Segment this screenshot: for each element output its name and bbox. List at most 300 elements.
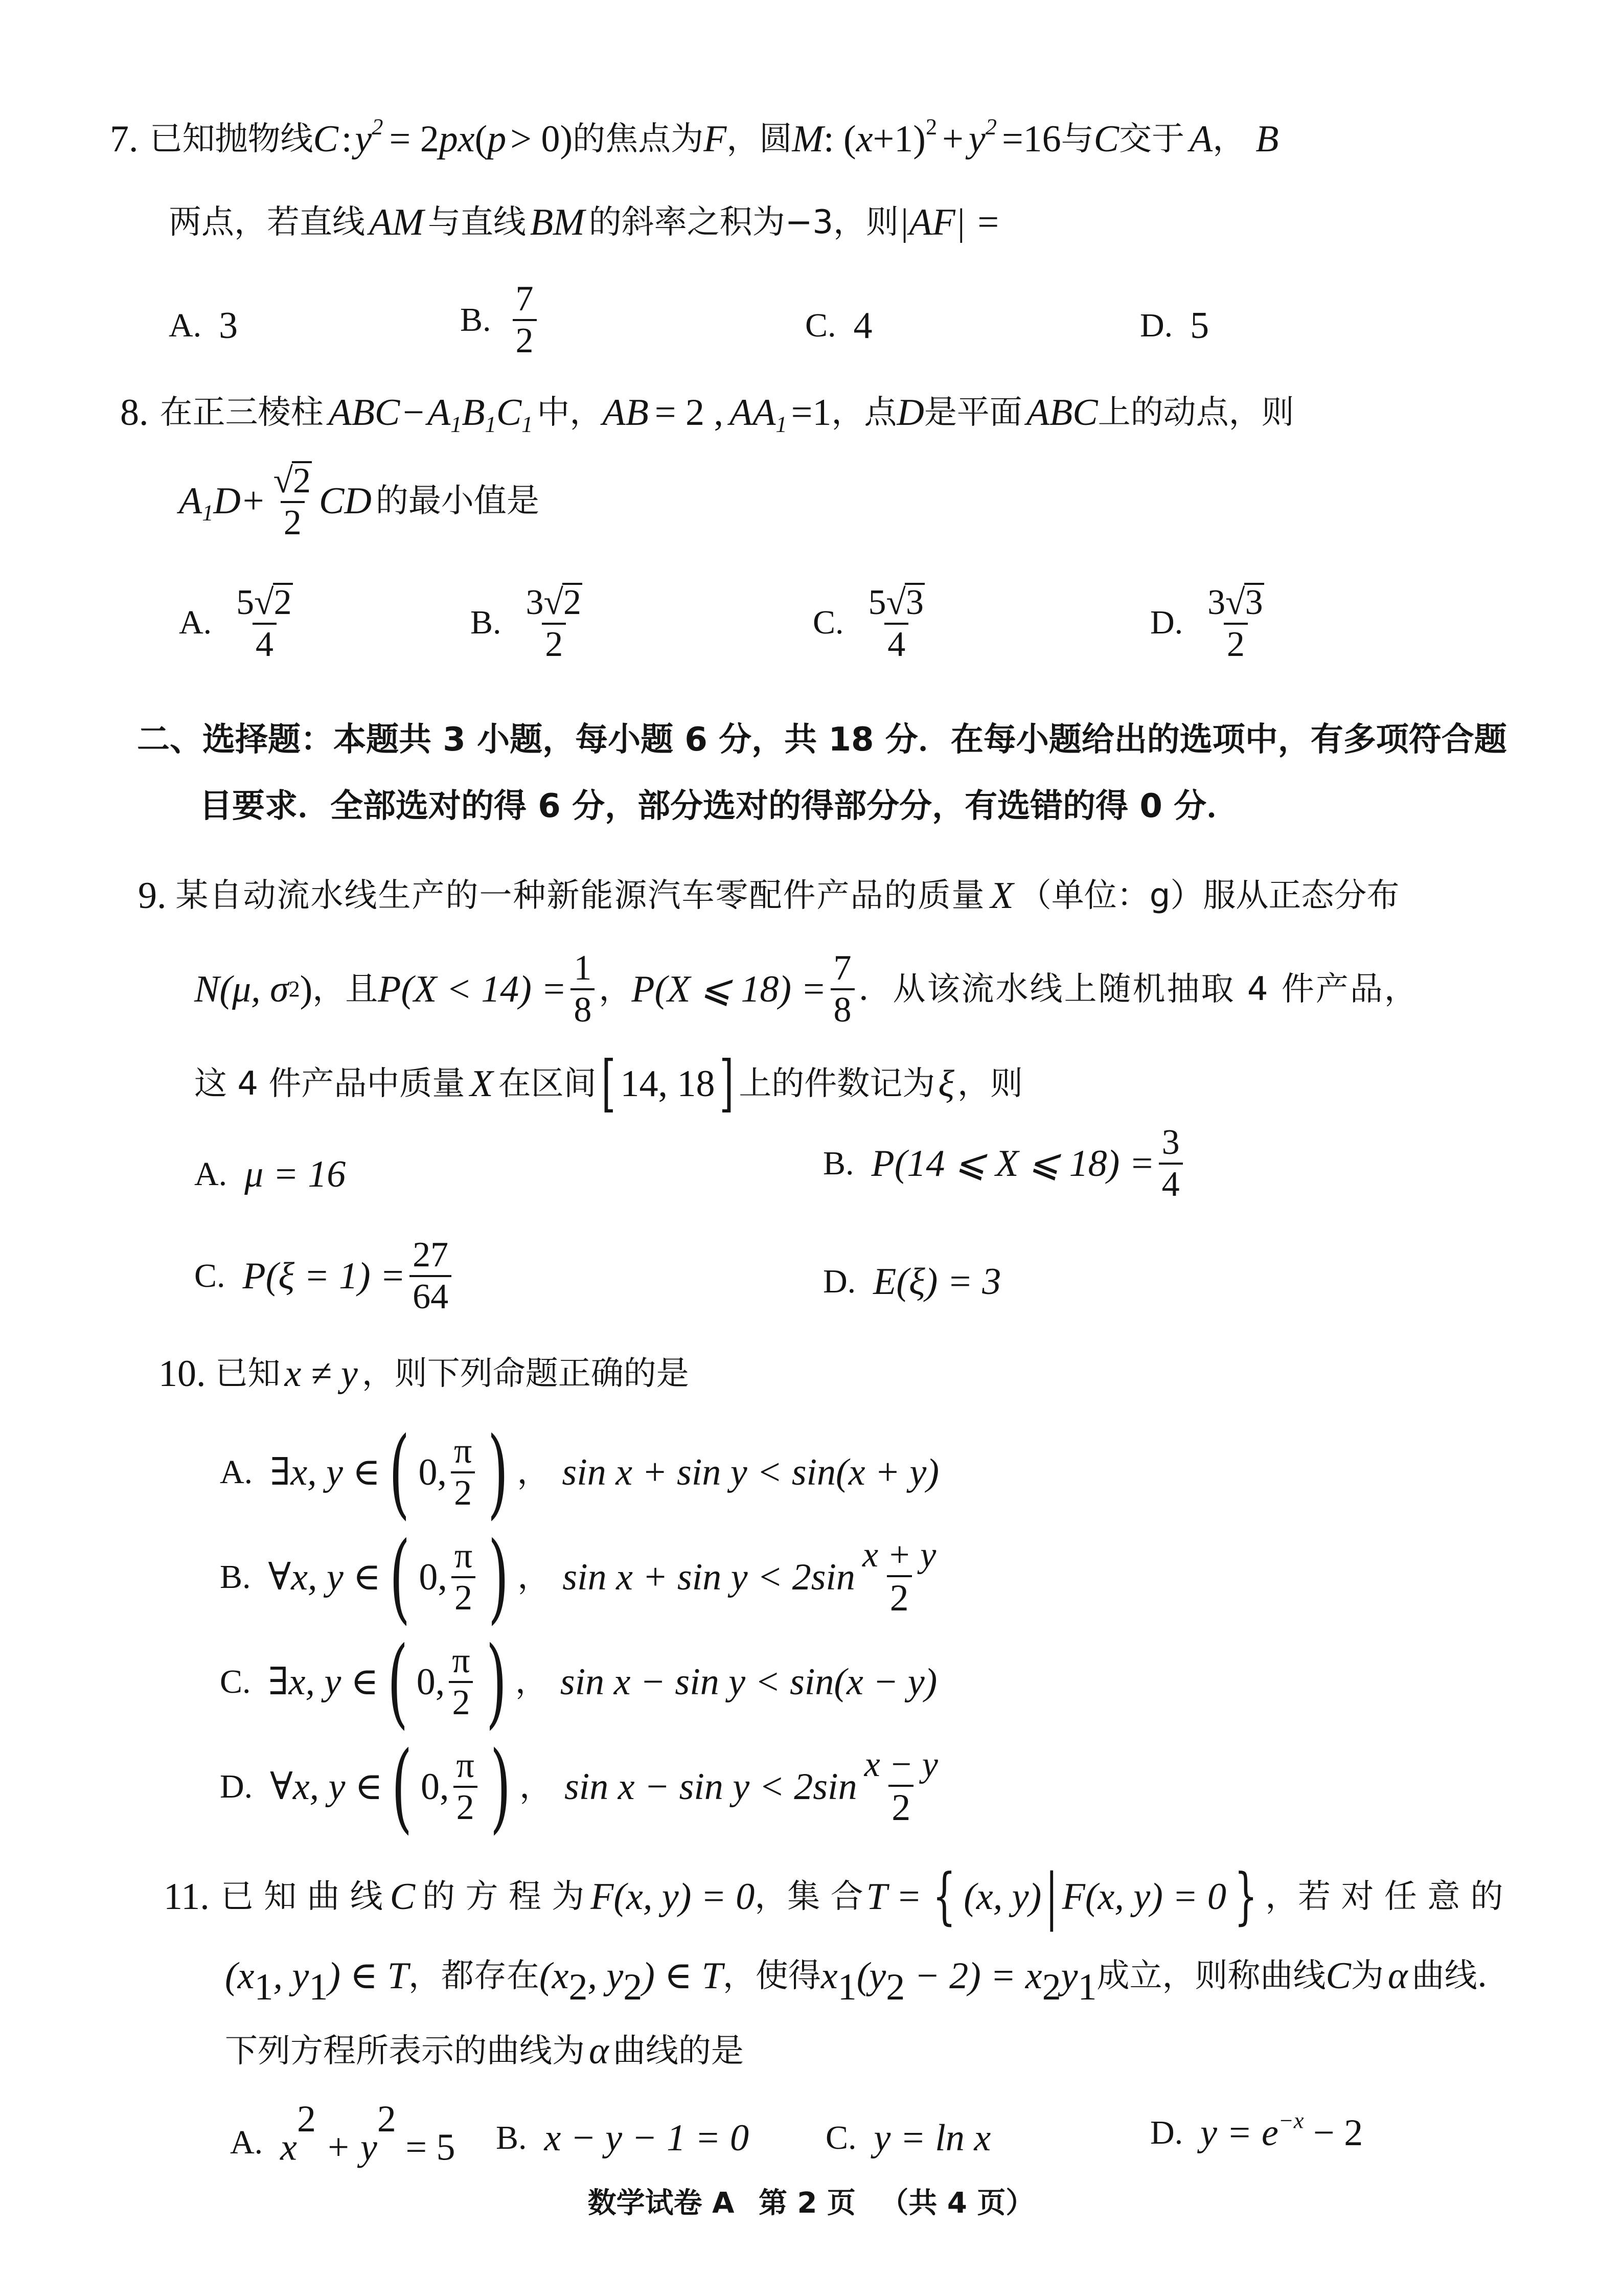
q11-text: 为 bbox=[1351, 1957, 1384, 1995]
q9-option-b[interactable] bbox=[823, 1125, 1187, 1202]
q11-text: ，若 对 任 意 的 bbox=[1265, 1878, 1503, 1916]
q9-math: 14, 18 bbox=[620, 1063, 715, 1105]
q11-number: 11. bbox=[164, 1876, 210, 1918]
q11-text: 的 方 程 为 bbox=[422, 1878, 585, 1916]
sqrt-icon: √ bbox=[254, 583, 274, 622]
q7-math: > 0) bbox=[510, 118, 573, 160]
q11-text: 曲线． bbox=[1411, 1957, 1510, 1995]
expr-part: y = e bbox=[1200, 2112, 1278, 2154]
q7-line2 bbox=[169, 203, 1001, 241]
option-expr: E(ξ) = 3 bbox=[873, 1261, 1001, 1303]
fraction bbox=[859, 1537, 939, 1617]
q11-math: F(x, y) = 0 bbox=[1062, 1876, 1226, 1918]
q11-math-x: (x bbox=[539, 1955, 569, 1997]
q11-math-eq: − 2) = x bbox=[905, 1955, 1042, 1997]
q9-math: X bbox=[990, 875, 1014, 917]
quantifier: ∃x, y ∈ bbox=[270, 1451, 381, 1493]
q8-text: 在正三棱柱 bbox=[159, 394, 324, 431]
q7-option-d[interactable] bbox=[1140, 307, 1209, 345]
q7-number: 7. bbox=[110, 118, 139, 160]
q8-text: 上的动点，则 bbox=[1098, 394, 1294, 431]
q9-line2: N(μ, σ 2 ) ，且 P(X < 14) = $\frac{1}{8}$ ， P(X ⩽ 18) = $\frac{7}{8}$ ．从该流水线上随机抽取 4 件产品， bbox=[194, 948, 1419, 1030]
q11-math: (x, y) bbox=[964, 1876, 1042, 1918]
q11-math-in: ) ∈ T bbox=[328, 1955, 408, 1997]
q7-math: x bbox=[856, 118, 873, 160]
fraction bbox=[451, 1538, 475, 1616]
left-paren: ( bbox=[389, 1416, 410, 1529]
q9-text: ， bbox=[599, 970, 632, 1008]
numerator: 1 bbox=[574, 948, 592, 988]
interval-start: 0, bbox=[419, 1556, 447, 1598]
q11-math bbox=[820, 1955, 1097, 2009]
interval-start: 0, bbox=[418, 1451, 447, 1493]
q8-text: ，点 bbox=[831, 394, 897, 431]
q9-number: 9. bbox=[138, 875, 167, 917]
option-value: 4 bbox=[853, 305, 873, 347]
comma: ， bbox=[517, 1453, 550, 1491]
q10-option-c[interactable] bbox=[220, 1625, 938, 1739]
q8-sub: 1 bbox=[775, 411, 787, 437]
q7-text: 的斜率之积为−3，则 bbox=[588, 203, 899, 241]
section-2-line1: 二、选择题：本题共 3 小题，每小题 6 分，共 18 分．在每小题给出的选项中，有多项符合题 bbox=[137, 721, 1507, 759]
q8-option-a[interactable] bbox=[179, 583, 300, 663]
set-bar: | bbox=[1045, 1861, 1058, 1932]
radical bbox=[544, 583, 582, 621]
numerator: 7 bbox=[515, 279, 534, 319]
q7-math: : bbox=[341, 118, 352, 160]
q11-math: C bbox=[390, 1876, 416, 1918]
option-label: A. bbox=[179, 604, 212, 641]
numerator: x + y bbox=[862, 1535, 936, 1575]
q7-math: + bbox=[942, 118, 964, 160]
q8-math bbox=[427, 392, 533, 437]
coefficient: 5 bbox=[236, 583, 255, 622]
q11-text: 下列方程所表示的曲线为 bbox=[225, 2032, 585, 2070]
q11-line2 bbox=[225, 1948, 1510, 2009]
q10-text: ，则下列命题正确的是 bbox=[361, 1355, 689, 1393]
q8-math: ABC bbox=[1026, 392, 1098, 434]
option-label: D. bbox=[823, 1263, 856, 1300]
q11-math: T = bbox=[866, 1876, 922, 1918]
denominator: 2 bbox=[1224, 623, 1248, 663]
q10-text: 已知 bbox=[215, 1355, 281, 1393]
q7-text: 与 bbox=[1061, 120, 1094, 158]
option-label: B. bbox=[220, 1558, 251, 1596]
option-label: C. bbox=[826, 2119, 857, 2156]
numerator bbox=[865, 583, 928, 623]
interval-start: 0, bbox=[420, 1766, 449, 1808]
radicand: 3 bbox=[905, 583, 924, 622]
option-label: D. bbox=[1140, 307, 1173, 344]
denominator: 2 bbox=[542, 623, 566, 663]
option-label: B. bbox=[470, 604, 501, 641]
q8-math: AB bbox=[602, 392, 649, 434]
q8-math: =1 bbox=[791, 392, 832, 434]
q8-math: CD bbox=[319, 480, 372, 522]
quantifier: ∀x, y ∈ bbox=[268, 1556, 381, 1598]
fraction bbox=[453, 1748, 477, 1826]
coefficient: 3 bbox=[1207, 583, 1226, 622]
q8-math: D bbox=[897, 392, 924, 434]
fraction bbox=[570, 950, 595, 1028]
numerator: π bbox=[452, 1641, 470, 1680]
numerator: 27 bbox=[413, 1235, 449, 1275]
fraction bbox=[513, 281, 537, 359]
q11-math-y: y bbox=[1061, 1955, 1078, 1997]
q11-text: ，集 合 bbox=[755, 1878, 863, 1916]
numerator: π bbox=[453, 1431, 472, 1471]
q11-option-b[interactable] bbox=[496, 2119, 749, 2157]
q7-math: =16 bbox=[1001, 118, 1061, 160]
option-label: A. bbox=[169, 307, 202, 344]
q11-sub: 2 bbox=[1042, 1966, 1061, 2009]
q7-text: 的焦点为 bbox=[573, 120, 704, 158]
numerator: 7 bbox=[833, 948, 852, 988]
radical bbox=[273, 461, 312, 499]
q8-math: ABC bbox=[328, 392, 400, 434]
q11-math-y: , y bbox=[587, 1955, 624, 1997]
q8-math-b: B bbox=[462, 392, 485, 434]
q7-text: ， bbox=[1213, 120, 1246, 158]
right-paren: ) bbox=[488, 1520, 509, 1634]
q9-text: ，则 bbox=[957, 1065, 1023, 1103]
denominator: 4 bbox=[253, 623, 277, 663]
fraction bbox=[831, 950, 855, 1028]
q8-option-c[interactable] bbox=[813, 583, 932, 663]
option-label: C. bbox=[220, 1663, 251, 1700]
section-2-heading-cont bbox=[199, 787, 1240, 825]
fraction bbox=[865, 583, 928, 663]
option-value: 3 bbox=[219, 305, 238, 347]
section-2-heading bbox=[137, 721, 1507, 759]
option-label: D. bbox=[220, 1768, 253, 1805]
denominator: 2 bbox=[451, 1471, 475, 1511]
q9-math: ξ bbox=[938, 1063, 954, 1105]
fraction bbox=[523, 583, 585, 663]
q7-math: C bbox=[313, 118, 338, 160]
q9-math: P(X < 14) = bbox=[378, 968, 567, 1010]
left-brace: { bbox=[932, 1861, 956, 1932]
q7-math: BM bbox=[530, 201, 585, 243]
q10-option-a[interactable] bbox=[220, 1416, 939, 1529]
q7-math: C bbox=[1093, 118, 1120, 160]
option-label: D. bbox=[1150, 604, 1183, 641]
q9-text: 在区间 bbox=[498, 1065, 597, 1103]
footer-page-number: 第 2 页 bbox=[758, 2187, 856, 2220]
q9-math: ) bbox=[300, 968, 313, 1010]
radicand: 2 bbox=[293, 461, 311, 501]
q7-sup: 2 bbox=[372, 113, 383, 140]
q8-math bbox=[729, 392, 787, 437]
option-expr: μ = 16 bbox=[244, 1153, 346, 1195]
q11-math: α bbox=[1387, 1955, 1408, 1997]
comma: ， bbox=[517, 1558, 551, 1596]
fraction bbox=[451, 1431, 475, 1513]
option-value: 5 bbox=[1190, 305, 1209, 347]
q7-math: = 2 bbox=[389, 118, 439, 160]
q7-text: 两点，若直线 bbox=[169, 203, 365, 241]
option-expr: P(ξ = 1) = bbox=[242, 1255, 406, 1297]
q11-line1 bbox=[164, 1861, 1503, 1932]
q11-sub: 1 bbox=[837, 1966, 857, 2009]
numerator: 3 bbox=[1161, 1123, 1180, 1162]
option-label: A. bbox=[194, 1155, 227, 1193]
q7-text: ，圆 bbox=[726, 120, 792, 158]
sup: 2 bbox=[297, 2098, 316, 2140]
radicand: 2 bbox=[563, 583, 581, 622]
footer-subject: 数学试卷 A bbox=[587, 2187, 735, 2220]
q9-math: X bbox=[470, 1063, 493, 1105]
expr-part: − 2 bbox=[1304, 2112, 1363, 2154]
q10-line1 bbox=[158, 1355, 689, 1393]
q11-text: 曲线的是 bbox=[612, 2032, 744, 2070]
q9-line1 bbox=[138, 877, 1399, 915]
q7-math: F bbox=[703, 118, 727, 160]
q7-math: B bbox=[1255, 118, 1279, 160]
comma: ， bbox=[515, 1663, 548, 1701]
interval-start: 0, bbox=[416, 1661, 445, 1703]
q9-text: 上的件数记为 bbox=[739, 1065, 935, 1103]
q8-sub: 1 bbox=[485, 411, 496, 437]
right-paren: ) bbox=[490, 1730, 511, 1844]
radicand: 3 bbox=[1245, 583, 1263, 622]
denominator: 2 bbox=[281, 501, 305, 541]
left-bracket: [ bbox=[601, 1048, 616, 1119]
fraction bbox=[1204, 583, 1267, 663]
q8-sub: 1 bbox=[521, 411, 533, 437]
expr-part: = 5 bbox=[396, 2126, 455, 2169]
radical bbox=[254, 583, 292, 621]
q7-math: p bbox=[487, 118, 507, 160]
q11-math-in: ) ∈ T bbox=[642, 1955, 723, 1997]
q11-math: F(x, y) = 0 bbox=[590, 1876, 755, 1918]
q9-option-c[interactable] bbox=[194, 1237, 455, 1315]
numerator bbox=[270, 461, 315, 501]
denominator: 2 bbox=[451, 1576, 475, 1616]
q10-number: 10. bbox=[158, 1353, 206, 1395]
q9-options bbox=[194, 1125, 1574, 1339]
q8-text: 中， bbox=[537, 394, 603, 431]
denominator: 4 bbox=[1159, 1163, 1183, 1202]
q7-options bbox=[169, 281, 1549, 363]
q7-math: ( bbox=[474, 118, 488, 160]
q11-sub: 1 bbox=[309, 1966, 328, 2009]
q8-math bbox=[179, 480, 241, 526]
denominator: 2 bbox=[449, 1681, 473, 1721]
q7-option-a[interactable] bbox=[169, 307, 238, 345]
q8-math: = 2 , bbox=[654, 392, 724, 434]
right-paren: ) bbox=[487, 1416, 509, 1529]
section-2-line2: 目要求．全部选对的得 6 分，部分选对的得部分分，有选错的得 0 分． bbox=[199, 787, 1240, 825]
radicand: 2 bbox=[273, 583, 292, 622]
q8-options bbox=[179, 573, 1559, 685]
q8-line1 bbox=[120, 392, 1294, 437]
q7-math: AM bbox=[369, 201, 424, 243]
numerator bbox=[1204, 583, 1267, 623]
numerator bbox=[233, 583, 295, 623]
q9-text: （单位：g）服从正态分布 bbox=[1018, 877, 1400, 915]
q7-sup: 2 bbox=[925, 113, 938, 140]
q10-option-d[interactable] bbox=[220, 1730, 945, 1844]
sqrt-icon: √ bbox=[273, 461, 293, 501]
q7-math-part: +1) bbox=[873, 118, 926, 160]
q7-math bbox=[873, 113, 938, 160]
fraction bbox=[270, 461, 315, 541]
q9-text: ．从该流水线上随机抽取 4 件产品， bbox=[858, 970, 1419, 1008]
radical bbox=[886, 583, 925, 621]
q7-text: 与直线 bbox=[427, 203, 526, 241]
q11-math-y: , y bbox=[273, 1955, 309, 1997]
option-label: B. bbox=[460, 301, 491, 338]
sqrt-icon: √ bbox=[886, 583, 906, 622]
q11-option-c[interactable] bbox=[826, 2119, 991, 2157]
option-expr bbox=[1200, 2107, 1363, 2154]
q8-sub: 1 bbox=[450, 411, 462, 437]
sup: −x bbox=[1278, 2107, 1304, 2133]
q8-math-a: A bbox=[427, 392, 451, 434]
option-expr bbox=[280, 2098, 455, 2169]
numerator: x − y bbox=[864, 1745, 938, 1784]
q11-math: α bbox=[589, 2030, 609, 2072]
q11-math-x: x bbox=[820, 1955, 838, 1997]
q11-option-a[interactable] bbox=[230, 2098, 455, 2169]
numerator: π bbox=[454, 1536, 473, 1576]
expr-part: x bbox=[280, 2126, 298, 2169]
fraction bbox=[409, 1237, 451, 1315]
denominator: 2 bbox=[887, 1575, 912, 1617]
fraction bbox=[449, 1643, 473, 1721]
numerator bbox=[523, 583, 585, 623]
option-label: C. bbox=[194, 1257, 225, 1294]
q9-text: 某自动流水线生产的一种新能源汽车零配件产品的质量 bbox=[175, 877, 986, 915]
q11-sub: 2 bbox=[568, 1966, 588, 2009]
q8-line2 bbox=[179, 450, 539, 552]
footer-total-pages: （共 4 页） bbox=[880, 2187, 1035, 2220]
sqrt-icon: √ bbox=[543, 583, 563, 622]
right-brace: } bbox=[1234, 1861, 1258, 1932]
option-expr: sin x − sin y < sin(x − y) bbox=[560, 1661, 938, 1703]
right-bracket: ] bbox=[719, 1048, 734, 1119]
quantifier: ∃x, y ∈ bbox=[268, 1661, 379, 1703]
q11-math bbox=[225, 1955, 408, 2009]
q11-options bbox=[230, 2098, 1559, 2169]
q9-line3 bbox=[194, 1048, 1023, 1119]
option-expr: sin x + sin y < sin(x + y) bbox=[562, 1451, 939, 1493]
q7-line1 bbox=[110, 113, 1279, 160]
fraction bbox=[233, 583, 295, 663]
q7-text: 已知抛物线 bbox=[149, 120, 313, 158]
denominator: 2 bbox=[453, 1786, 477, 1826]
q9-math: P(X ⩽ 18) = bbox=[631, 968, 827, 1010]
q7-math-y: y bbox=[968, 118, 986, 160]
q11-sub: 1 bbox=[1078, 1966, 1097, 2009]
quantifier: ∀x, y ∈ bbox=[270, 1766, 383, 1808]
option-label: B. bbox=[496, 2119, 527, 2156]
q8-number: 8. bbox=[120, 392, 149, 434]
sup: 2 bbox=[377, 2098, 396, 2140]
q7-math bbox=[968, 113, 997, 160]
left-paren: ( bbox=[391, 1730, 413, 1844]
q11-math-y: (y bbox=[856, 1955, 886, 1997]
q7-math bbox=[355, 113, 383, 160]
q11-text: 成立，则称曲线 bbox=[1096, 1957, 1326, 1995]
q7-math: : ( bbox=[823, 118, 856, 160]
q7-math: px bbox=[439, 118, 475, 160]
coefficient: 3 bbox=[526, 583, 544, 622]
option-expr: y = ln x bbox=[874, 2117, 991, 2159]
q7-math: M bbox=[792, 118, 824, 160]
option-expr: sin x + sin y < 2sin bbox=[562, 1556, 855, 1598]
q11-math: C bbox=[1326, 1955, 1351, 1997]
q11-option-d[interactable] bbox=[1150, 2107, 1363, 2154]
q9-option-a[interactable] bbox=[194, 1155, 346, 1193]
q8-math-d: D bbox=[213, 480, 241, 522]
q7-math: A bbox=[1190, 118, 1213, 160]
q11-text: ，使得 bbox=[722, 1957, 821, 1995]
denominator: 2 bbox=[888, 1785, 913, 1827]
q8-option-b[interactable] bbox=[470, 583, 589, 663]
q11-sub: 2 bbox=[886, 1966, 905, 2009]
q8-sub: 1 bbox=[202, 499, 214, 526]
option-label: A. bbox=[230, 2124, 263, 2162]
denominator: 4 bbox=[884, 623, 908, 663]
option-label: C. bbox=[813, 604, 844, 641]
fraction bbox=[861, 1747, 941, 1827]
sqrt-icon: √ bbox=[1225, 583, 1245, 622]
option-label: A. bbox=[220, 1453, 253, 1491]
q11-sub: 1 bbox=[254, 1966, 273, 2009]
q7-sup: 2 bbox=[985, 113, 997, 140]
denominator: 8 bbox=[570, 988, 595, 1028]
option-expr: x − y − 1 = 0 bbox=[544, 2117, 749, 2159]
denominator: 2 bbox=[513, 319, 537, 359]
left-paren: ( bbox=[389, 1520, 410, 1634]
q11-sub: 2 bbox=[623, 1966, 643, 2009]
numerator: π bbox=[456, 1746, 474, 1785]
option-expr: P(14 ⩽ X ⩽ 18) = bbox=[871, 1143, 1155, 1185]
denominator: 64 bbox=[409, 1275, 451, 1315]
option-label: D. bbox=[1150, 2114, 1183, 2151]
right-paren: ) bbox=[486, 1625, 507, 1739]
q10-option-b[interactable] bbox=[220, 1520, 943, 1634]
q11-text: ，都存在 bbox=[408, 1957, 539, 1995]
q11-text: 已 知 曲 线 bbox=[220, 1878, 383, 1916]
coefficient: 5 bbox=[868, 583, 886, 622]
option-label: B. bbox=[823, 1145, 854, 1182]
q8-math-a: A bbox=[179, 480, 202, 522]
q8-math: + bbox=[242, 480, 264, 522]
q7-option-b[interactable] bbox=[460, 281, 541, 359]
expr-part: + y bbox=[316, 2126, 377, 2169]
q7-math: |AF| = bbox=[899, 201, 1001, 243]
q8-math-aa: AA bbox=[729, 392, 776, 434]
comma: ， bbox=[519, 1768, 552, 1806]
q9-option-d[interactable] bbox=[823, 1263, 1001, 1301]
left-paren: ( bbox=[387, 1625, 408, 1739]
q8-text: 是平面 bbox=[924, 394, 1022, 431]
q9-math: N(μ, σ bbox=[194, 968, 289, 1010]
page-footer bbox=[0, 2180, 1622, 2221]
q8-option-d[interactable] bbox=[1150, 583, 1271, 663]
q7-option-c[interactable] bbox=[805, 307, 873, 345]
q11-math-x: (x bbox=[225, 1955, 255, 1997]
q8-math: − bbox=[403, 392, 424, 434]
q11-line3 bbox=[225, 2032, 744, 2070]
q11-math bbox=[539, 1955, 723, 2009]
option-expr: sin x − sin y < 2sin bbox=[564, 1766, 857, 1808]
q8-text: 的最小值是 bbox=[375, 482, 539, 520]
q7-text: 交于 bbox=[1119, 120, 1185, 158]
